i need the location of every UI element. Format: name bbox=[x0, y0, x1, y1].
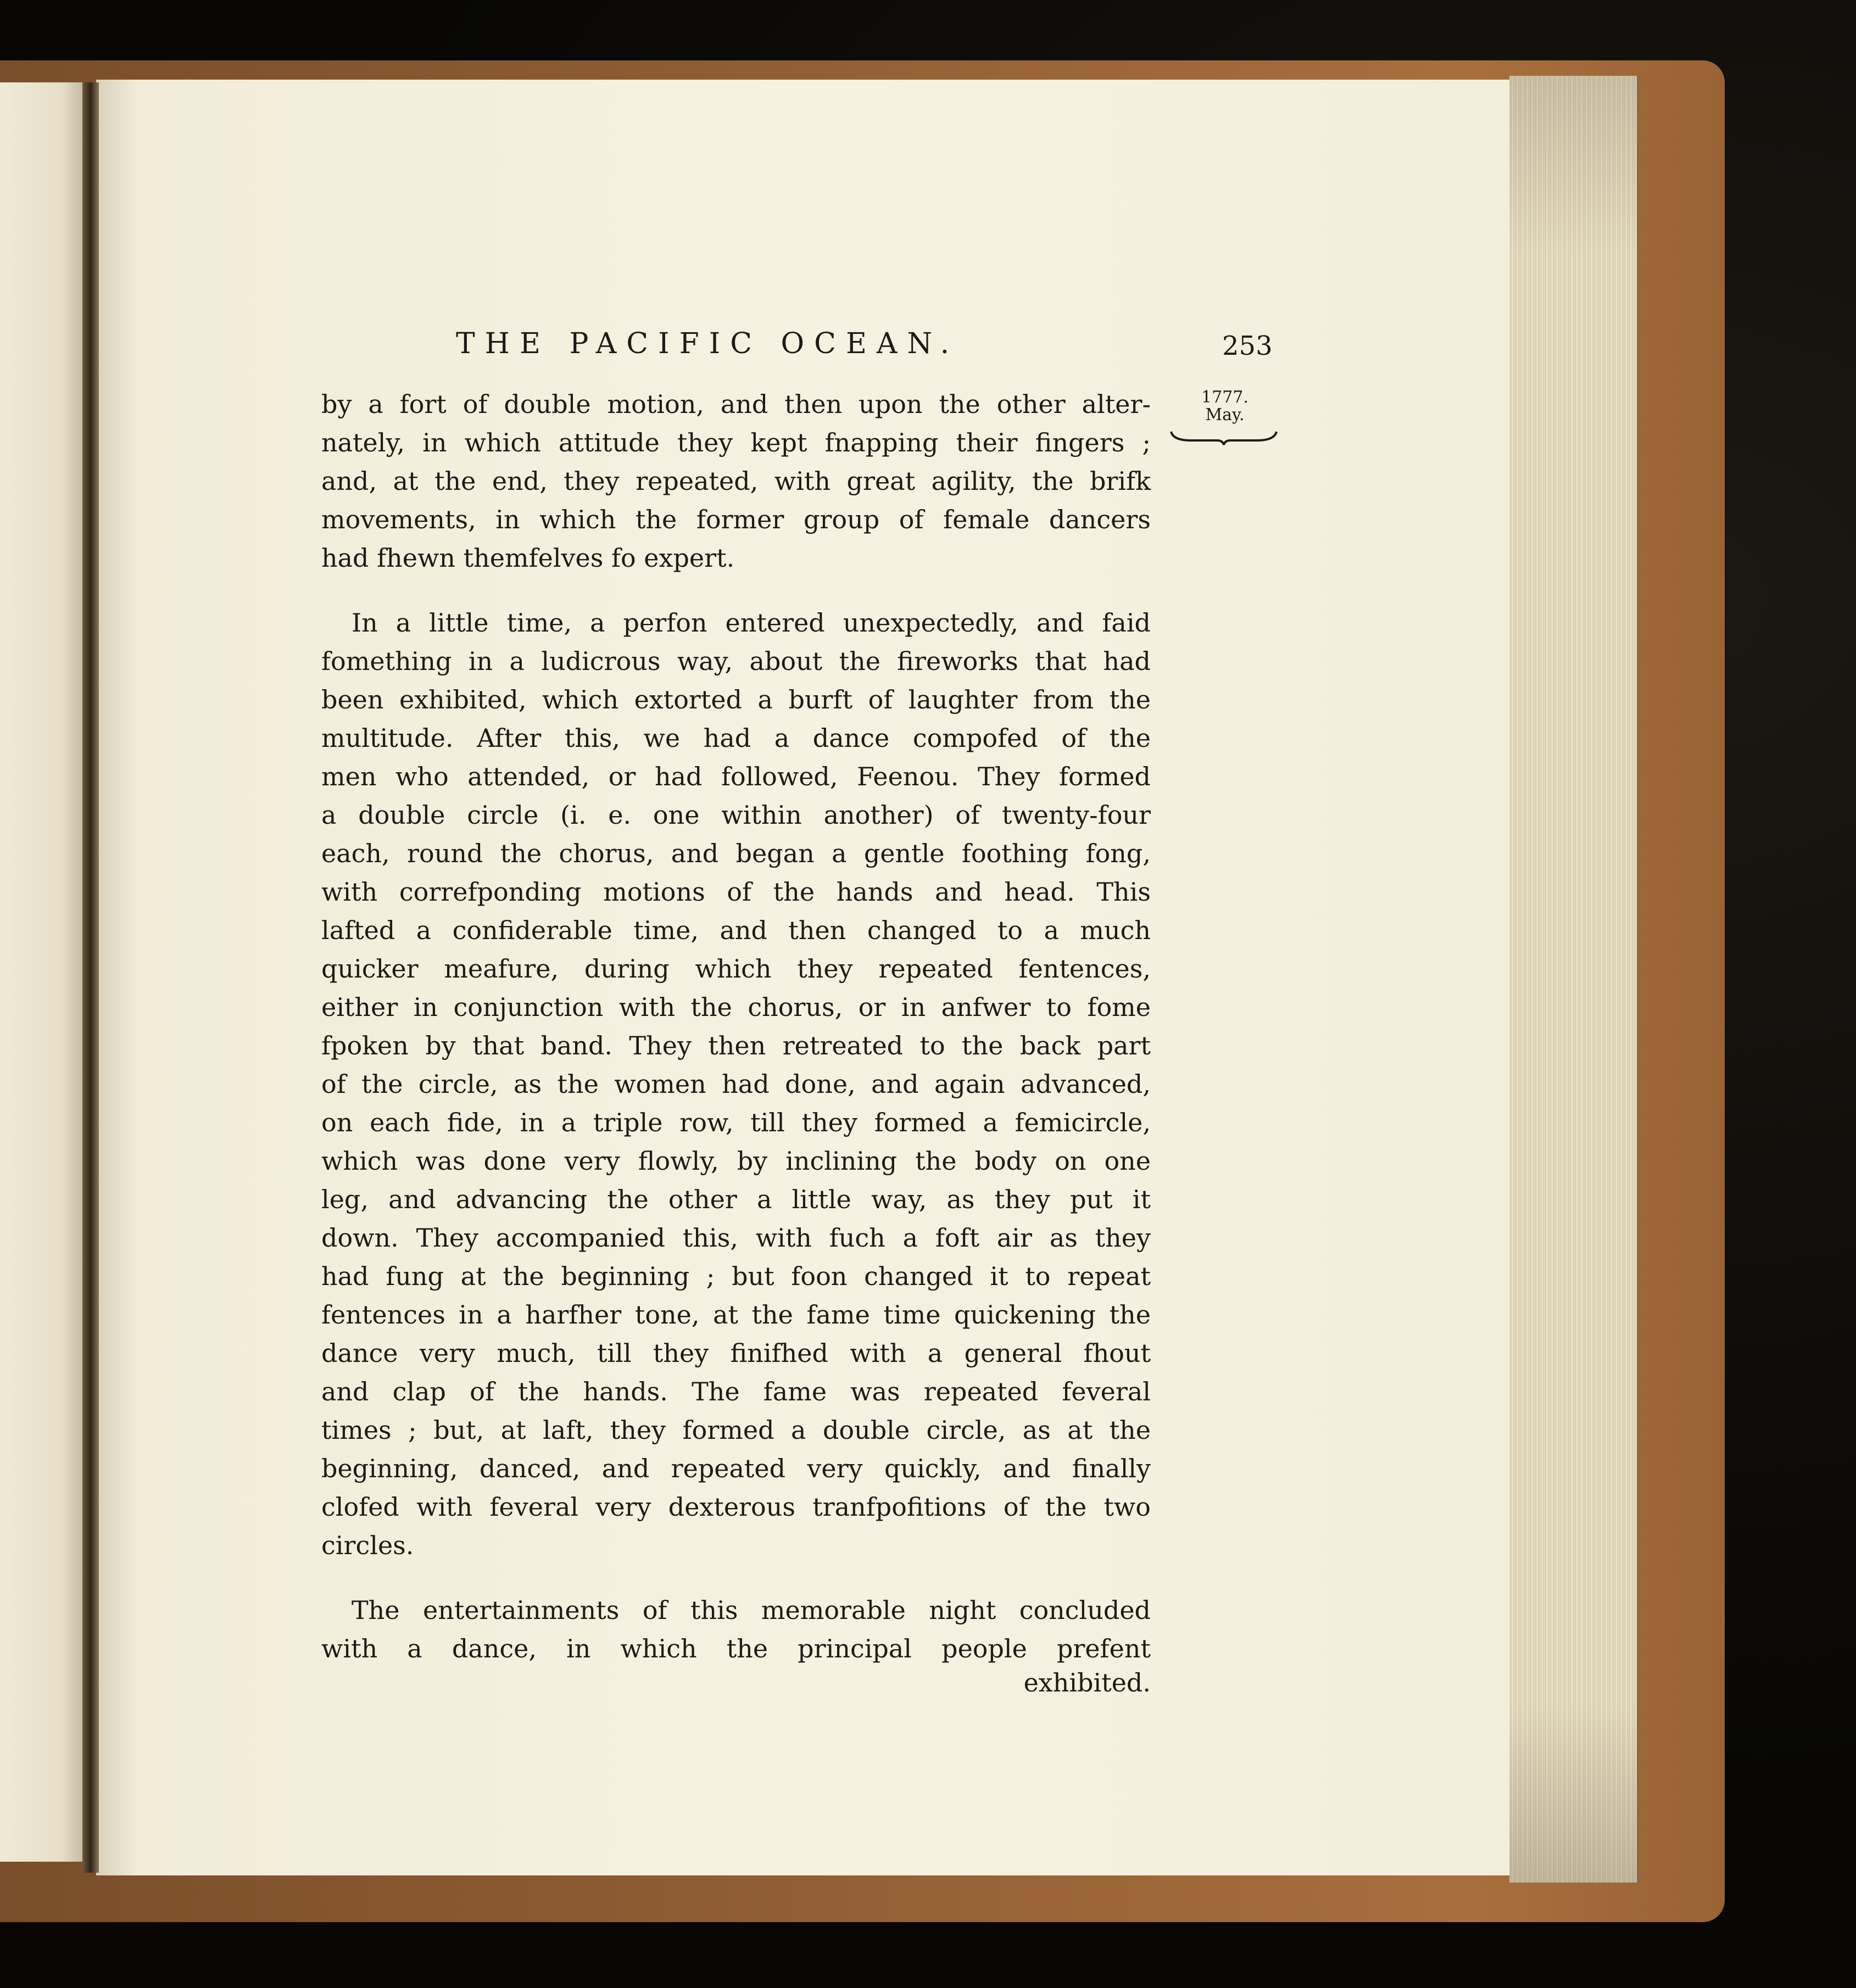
text-line: each, round the chorus, and began a gentle foothing fong, bbox=[321, 839, 1151, 868]
text-line: of the circle, as the women had done, and again advanced, bbox=[321, 1069, 1151, 1099]
text-line: fomething in a ludicrous way, about the fireworks that had bbox=[321, 646, 1151, 676]
text-line: beginning, danced, and repeated very quickly, and finally bbox=[321, 1454, 1151, 1483]
text-line: with a dance, in which the principal people prefent bbox=[321, 1634, 1151, 1663]
text-line: circles. bbox=[321, 1531, 414, 1560]
text-line: with correfponding motions of the hands and head. This bbox=[321, 877, 1151, 907]
text-line: nately, in which attitude they kept fnapping their fingers ; bbox=[321, 428, 1151, 457]
page-block-shade bbox=[1509, 76, 1637, 1883]
text-line: In a little time, a perfon entered unexpectedly, and faid bbox=[352, 608, 1151, 638]
text-line: men who attended, or had followed, Feenou. They formed bbox=[321, 762, 1151, 791]
margin-year: 1777. bbox=[1201, 388, 1249, 407]
text-line: a double circle (i. e. one within another) of twenty-four bbox=[321, 800, 1151, 830]
text-line: on each fide, in a triple row, till they formed a femicircle, bbox=[321, 1108, 1151, 1137]
text-line: dance very much, till they finifhed with a general fhout bbox=[321, 1338, 1151, 1368]
text-line: The entertainments of this memorable night concluded bbox=[352, 1595, 1151, 1625]
text-line: multitude. After this, we had a dance compofed of the bbox=[321, 723, 1151, 753]
text-line: times ; but, at laft, they formed a double circle, as at the bbox=[321, 1415, 1151, 1445]
margin-brace-icon bbox=[1169, 428, 1279, 446]
text-line: lafted a confiderable time, and then changed to a much bbox=[321, 915, 1151, 945]
text-line: had fhewn themfelves fo expert. bbox=[321, 543, 735, 573]
text-line: leg, and advancing the other a little way, as they put it bbox=[321, 1185, 1151, 1214]
catchword: exhibited. bbox=[1023, 1668, 1151, 1697]
text-line: down. They accompanied this, with fuch a foft air as they bbox=[321, 1223, 1151, 1253]
left-page-edge bbox=[0, 82, 88, 1862]
margin-month: May. bbox=[1205, 405, 1245, 425]
margin-date-note bbox=[1167, 389, 1283, 424]
text-line: either in conjunction with the chorus, or in anfwer to fome bbox=[321, 992, 1151, 1022]
running-head: THE PACIFIC OCEAN. bbox=[456, 327, 960, 360]
text-line: had fung at the beginning ; but foon changed it to repeat bbox=[321, 1261, 1151, 1291]
text-line: quicker meafure, during which they repeated fentences, bbox=[321, 954, 1151, 984]
text-line: movements, in which the former group of female dancers bbox=[321, 505, 1151, 534]
text-line: by a fort of double motion, and then upon the other alter- bbox=[321, 389, 1151, 419]
text-line: fpoken by that band. They then retreated to the back part bbox=[321, 1031, 1151, 1060]
text-line: which was done very flowly, by inclining the body on one bbox=[321, 1146, 1151, 1176]
text-line: fentences in a harfher tone, at the fame time quickening the bbox=[321, 1300, 1151, 1330]
text-line: and, at the end, they repeated, with great agility, the brifk bbox=[321, 466, 1151, 496]
text-line: clofed with feveral very dexterous tranfpofitions of the two bbox=[321, 1492, 1151, 1522]
page-number: 253 bbox=[1222, 331, 1273, 361]
text-line: been exhibited, which extorted a burft of laughter from the bbox=[321, 685, 1151, 714]
text-line: and clap of the hands. The fame was repeated feveral bbox=[321, 1377, 1151, 1406]
book-gutter bbox=[82, 82, 99, 1873]
